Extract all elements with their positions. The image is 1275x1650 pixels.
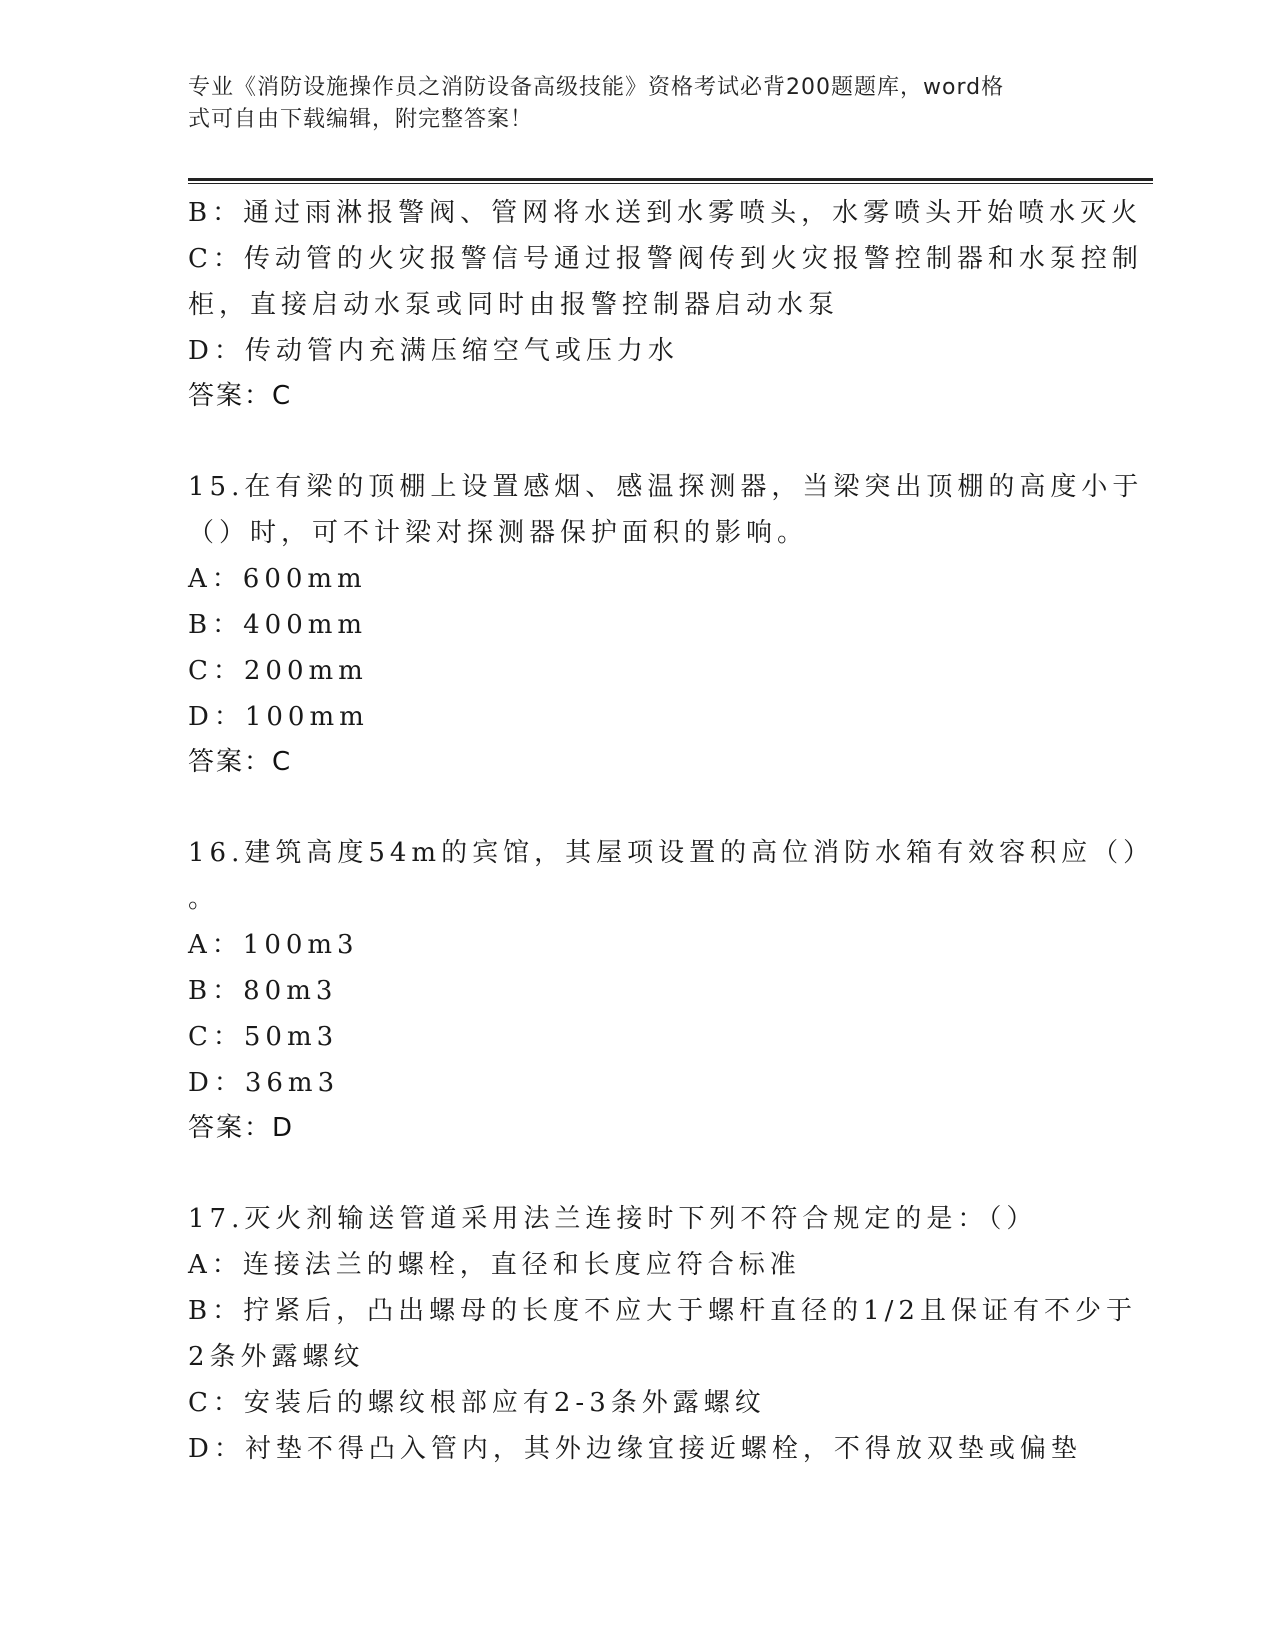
option-d: D：36m3	[188, 1068, 340, 1098]
question-stem: 15.在有梁的顶棚上设置感烟、感温探测器，当梁突出顶棚的高度小于	[188, 472, 1144, 502]
question-stem-continued: （）时，可不计梁对探测器保护面积的影响。	[188, 518, 809, 548]
option-b-continued: 2条外露螺纹	[188, 1342, 365, 1372]
answer: 答案：C	[188, 381, 293, 411]
document-body	[188, 190, 1155, 1472]
option-a: A：600mm	[188, 564, 367, 594]
option-c: C：传动管的火灾报警信号通过报警阀传到火灾报警控制器和水泵控制	[188, 244, 1143, 274]
option-d: D：衬垫不得凸入管内，其外边缘宜接近螺栓，不得放双垫或偏垫	[188, 1434, 1082, 1464]
question-15	[188, 464, 1144, 785]
question-17	[188, 1196, 1137, 1472]
option-b: B：通过雨淋报警阀、管网将水送到水雾喷头，水雾喷头开始喷水灭火	[188, 198, 1143, 228]
document-header	[188, 72, 1068, 136]
question-14-tail	[188, 190, 1143, 419]
option-b: B：拧紧后，凸出螺母的长度不应大于螺杆直径的1/2且保证有不少于	[188, 1296, 1137, 1326]
option-c: C：200mm	[188, 656, 368, 686]
question-stem-continued: 。	[188, 884, 220, 914]
answer: 答案：C	[188, 747, 293, 777]
header-line-2: 式可自由下载编辑，附完整答案！	[188, 107, 534, 132]
option-b: B：400mm	[188, 610, 368, 640]
option-b: B：80m3	[188, 976, 338, 1006]
option-d: D：100mm	[188, 702, 369, 732]
option-c-continued: 柜，直接启动水泵或同时由报警控制器启动水泵	[188, 290, 840, 320]
question-stem: 17.灭火剂输送管道采用法兰连接时下列不符合规定的是：（）	[188, 1204, 1038, 1234]
header-divider-thin	[188, 183, 1153, 184]
option-a: A：连接法兰的螺栓，直径和长度应符合标准	[188, 1250, 801, 1280]
header-divider-thick	[188, 178, 1153, 181]
option-a: A：100m3	[188, 930, 359, 960]
answer: 答案：D	[188, 1113, 295, 1143]
question-stem: 16.建筑高度54m的宾馆，其屋项设置的高位消防水箱有效容积应（）	[188, 838, 1155, 868]
option-c: C：50m3	[188, 1022, 339, 1052]
option-d: D：传动管内充满压缩空气或压力水	[188, 336, 679, 366]
question-16	[188, 830, 1155, 1151]
header-line-1: 专业《消防设施操作员之消防设备高级技能》资格考试必背200题题库，word格	[188, 75, 1005, 100]
option-c: C：安装后的螺纹根部应有2-3条外露螺纹	[188, 1388, 766, 1418]
